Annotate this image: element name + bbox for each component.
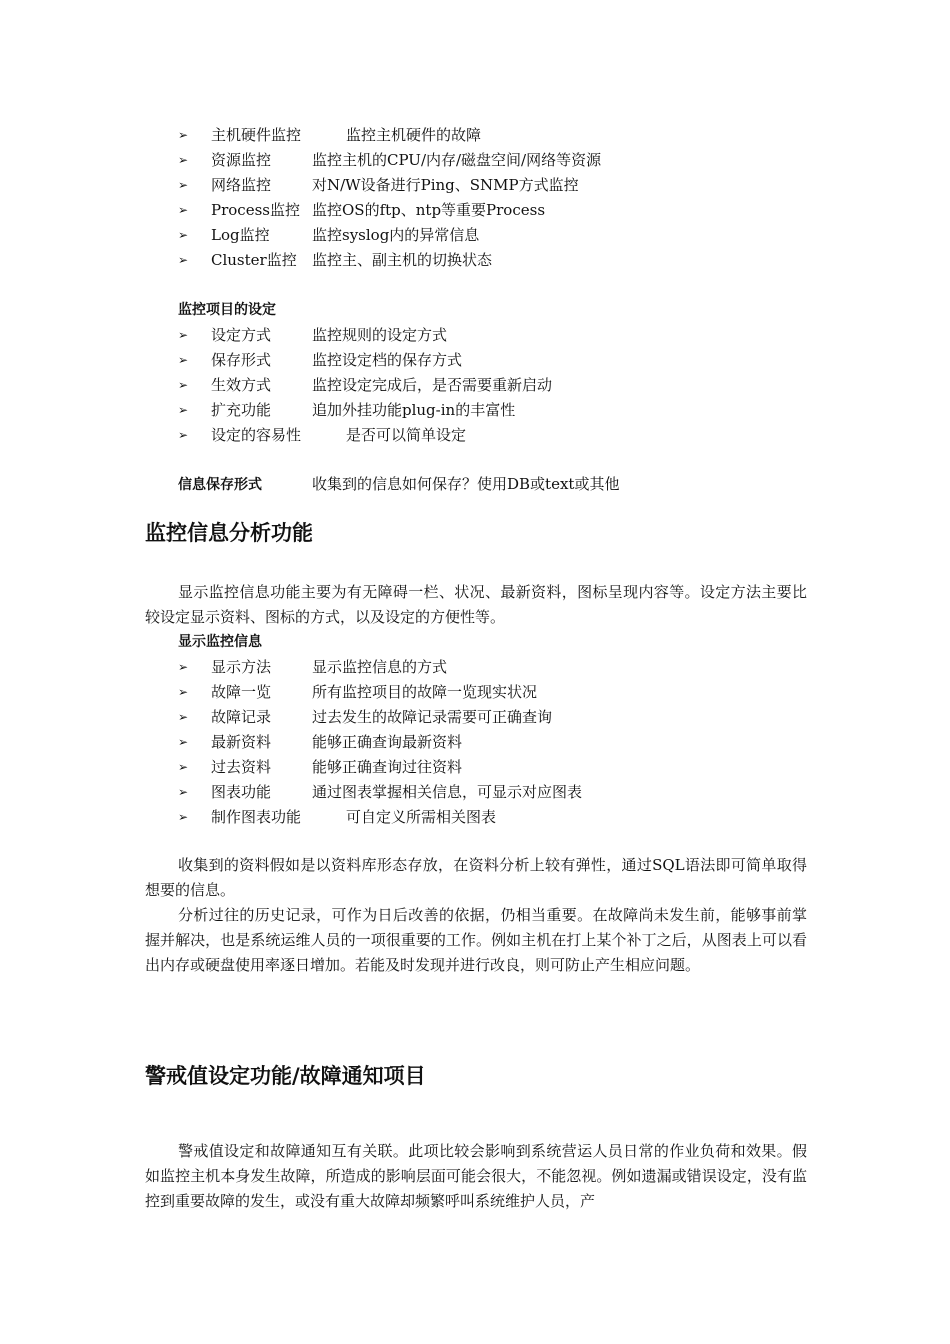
arrow-bullet-icon: ➢ — [178, 378, 189, 392]
list-item — [145, 223, 807, 248]
item-term: 制作图表功能 — [211, 808, 302, 826]
list-item — [145, 655, 807, 680]
list-item — [145, 423, 807, 448]
list-item — [145, 198, 807, 223]
analysis-paragraph-1: 收集到的资料假如是以资料库形态存放，在资料分析上较有弹性，通过SQL语法即可简单取得想要的信息。 — [145, 856, 807, 899]
arrow-bullet-icon: ➢ — [178, 178, 189, 192]
item-desc: 监控OS的ftp、ntp等重要Process — [312, 201, 546, 219]
info-storage-text: 收集到的信息如何保存？使用DB或text或其他 — [312, 475, 620, 493]
item-desc: 显示监控信息的方式 — [312, 658, 448, 676]
arrow-bullet-icon: ➢ — [178, 710, 189, 724]
item-term: 过去资料 — [211, 758, 272, 776]
display-info-list — [145, 655, 807, 830]
settings-heading: 监控项目的设定 — [178, 302, 276, 318]
list-item — [145, 780, 807, 805]
item-term: 扩充功能 — [211, 401, 272, 419]
arrow-bullet-icon: ➢ — [178, 428, 189, 442]
item-desc: 可自定义所需相关图表 — [346, 808, 497, 826]
arrow-bullet-icon: ➢ — [178, 228, 189, 242]
list-item — [145, 123, 807, 148]
display-info-heading: 显示监控信息 — [178, 634, 262, 650]
item-desc: 能够正确查询过往资料 — [312, 758, 463, 776]
item-term: 资源监控 — [211, 151, 272, 169]
item-desc: 监控设定档的保存方式 — [312, 351, 463, 369]
list-item — [145, 730, 807, 755]
item-term: 故障记录 — [211, 708, 272, 726]
arrow-bullet-icon: ➢ — [178, 328, 189, 342]
item-desc: 追加外挂功能plug-in的丰富性 — [312, 401, 516, 419]
item-term: 保存形式 — [211, 351, 272, 369]
list-item — [145, 755, 807, 780]
item-desc: 所有监控项目的故障一览现实状况 — [312, 683, 538, 701]
item-term: 生效方式 — [211, 376, 272, 394]
arrow-bullet-icon: ➢ — [178, 660, 189, 674]
list-item — [145, 398, 807, 423]
item-desc: 监控规则的设定方式 — [312, 326, 448, 344]
item-term: Cluster监控 — [211, 251, 297, 269]
item-desc: 监控设定完成后，是否需要重新启动 — [312, 376, 553, 394]
info-storage-label: 信息保存形式 — [178, 477, 262, 493]
arrow-bullet-icon: ➢ — [178, 253, 189, 267]
arrow-bullet-icon: ➢ — [178, 353, 189, 367]
section-heading-analysis: 监控信息分析功能 — [145, 521, 313, 545]
item-term: 故障一览 — [211, 683, 272, 701]
list-item — [145, 248, 807, 273]
item-desc: 是否可以简单设定 — [346, 426, 467, 444]
arrow-bullet-icon: ➢ — [178, 785, 189, 799]
arrow-bullet-icon: ➢ — [178, 735, 189, 749]
list-item — [145, 148, 807, 173]
monitor-items-list — [145, 123, 807, 273]
item-term: 最新资料 — [211, 733, 272, 751]
arrow-bullet-icon: ➢ — [178, 203, 189, 217]
list-item — [145, 373, 807, 398]
item-desc: 对N/W设备进行Ping、SNMP方式监控 — [312, 176, 579, 194]
section-heading-alert: 警戒值设定功能/故障通知项目 — [145, 1064, 426, 1088]
info-storage-line — [178, 472, 620, 497]
list-item — [145, 173, 807, 198]
item-desc: 监控主机的CPU/内存/磁盘空间/网络等资源 — [312, 151, 602, 169]
list-item — [145, 705, 807, 730]
item-desc: 监控syslog内的异常信息 — [312, 226, 480, 244]
arrow-bullet-icon: ➢ — [178, 403, 189, 417]
arrow-bullet-icon: ➢ — [178, 810, 189, 824]
item-term: 网络监控 — [211, 176, 272, 194]
item-term: 设定的容易性 — [211, 426, 302, 444]
arrow-bullet-icon: ➢ — [178, 153, 189, 167]
alert-paragraph: 警戒值设定和故障通知互有关联。此项比较会影响到系统营运人员日常的作业负荷和效果。假如监控主机本身发生故障，所造成的影响层面可能会很大，不能忽视。例如遗漏或错误设定，没有监控到重要故障的发生，或没有重大故障却频繁呼叫系统维护人员，产 — [145, 1142, 807, 1210]
item-term: 显示方法 — [211, 658, 272, 676]
item-term: 设定方式 — [211, 326, 272, 344]
item-desc: 监控主、副主机的切换状态 — [312, 251, 493, 269]
arrow-bullet-icon: ➢ — [178, 685, 189, 699]
list-item — [145, 680, 807, 705]
analysis-paragraph-2: 分析过往的历史记录，可作为日后改善的依据，仍相当重要。在故障尚未发生前，能够事前掌握并解决，也是系统运维人员的一项很重要的工作。例如主机在打上某个补丁之后，从图表上可以看出内存或硬盘使用率逐日增加。若能及时发现并进行改良，则可防止产生相应问题。 — [145, 906, 807, 974]
arrow-bullet-icon: ➢ — [178, 128, 189, 142]
item-desc: 能够正确查询最新资料 — [312, 733, 463, 751]
arrow-bullet-icon: ➢ — [178, 760, 189, 774]
item-term: 主机硬件监控 — [211, 126, 302, 144]
item-term: 图表功能 — [211, 783, 272, 801]
item-term: Process监控 — [211, 201, 300, 219]
settings-list — [145, 323, 807, 448]
analysis-intro-paragraph: 显示监控信息功能主要为有无障碍一栏、状况、最新资料，图标呈现内容等。设定方法主要比较设定显示资料、图标的方式，以及设定的方便性等。 — [145, 583, 807, 626]
item-desc: 通过图表掌握相关信息，可显示对应图表 — [312, 783, 583, 801]
list-item — [145, 323, 807, 348]
list-item — [145, 348, 807, 373]
item-term: Log监控 — [211, 226, 270, 244]
list-item — [145, 805, 807, 830]
item-desc: 监控主机硬件的故障 — [346, 126, 482, 144]
item-desc: 过去发生的故障记录需要可正确查询 — [312, 708, 553, 726]
